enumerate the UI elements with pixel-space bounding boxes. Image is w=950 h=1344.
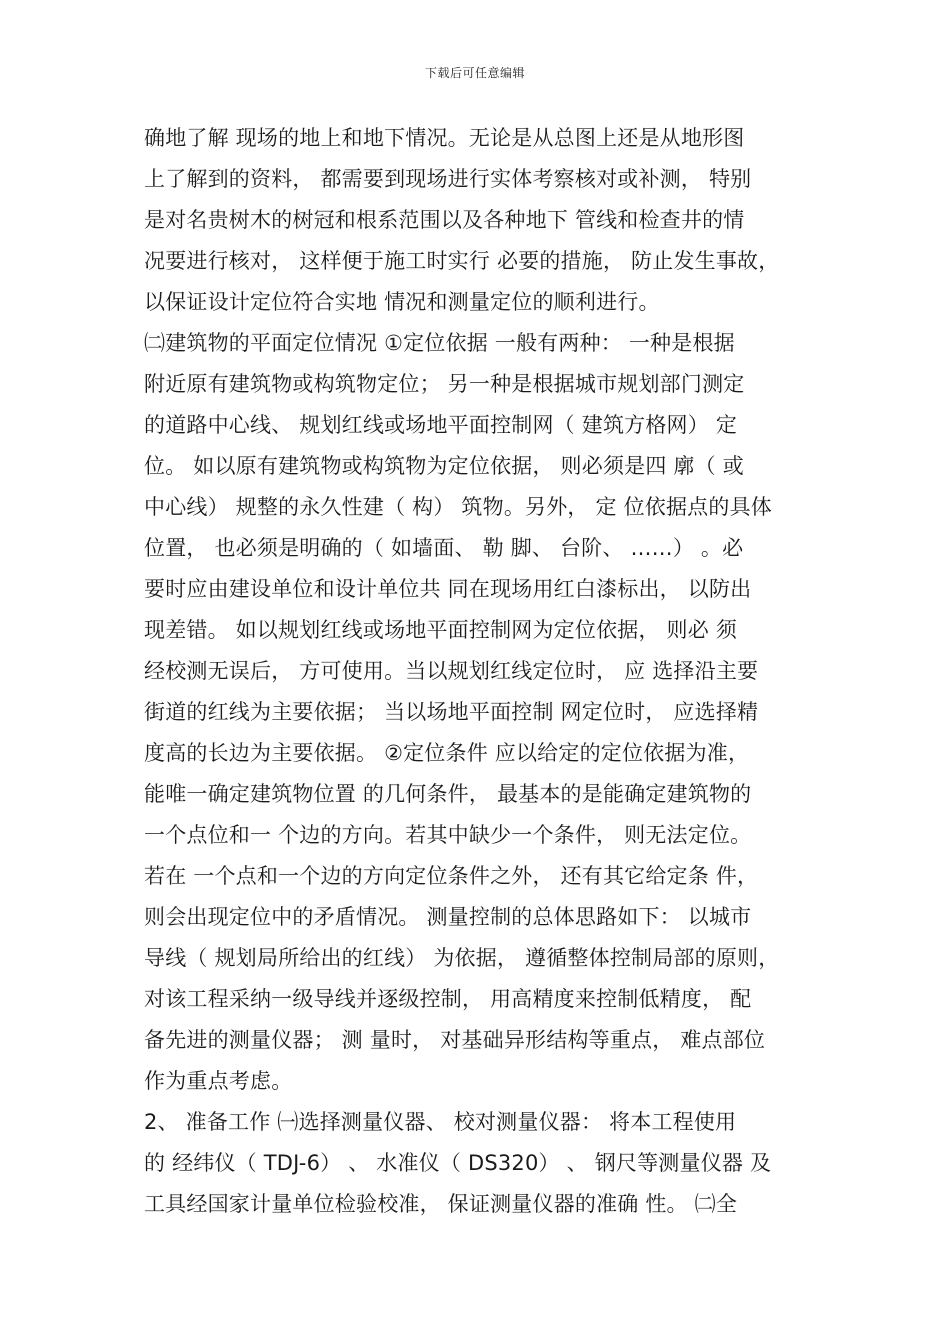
text-line: 要时应由建设单位和设计单位共 同在现场用红白漆标出， 以防出 <box>144 577 752 601</box>
text-line: 确地了解 现场的地上和地下情况。无论是从总图上还是从地形图 <box>144 126 745 150</box>
text-line: 现差错。 如以规划红线或场地平面控制网为定位依据， 则必 须 <box>144 618 738 642</box>
text-line: 上了解到的资料， 都需要到现场进行实体考察核对或补测， 特别 <box>144 167 752 191</box>
text-line: 位。 如以原有建筑物或构筑物为定位依据， 则必须是四 廓（ 或 <box>144 454 744 478</box>
text-line: 况要进行核对， 这样便于施工时实行 必要的措施， 防止发生事故， <box>144 249 780 273</box>
text-line: 一个点位和一 个边的方向。若其中缺少一个条件， 则无法定位。 <box>144 823 752 847</box>
text-line: 能唯一确定建筑物位置 的几何条件， 最基本的是能确定建筑物的 <box>144 782 752 806</box>
text-line: 附近原有建筑物或构筑物定位； 另一种是根据城市规划部门测定 <box>144 372 745 396</box>
text-line: 街道的红线为主要依据； 当以场地平面控制 网定位时， 应选择精 <box>144 700 759 724</box>
body-text <box>144 118 814 1225</box>
text-line: 若在 一个点和一个边的方向定位条件之外， 还有其它给定条 件， <box>144 864 759 888</box>
text-line: 对该工程采纳一级导线并逐级控制， 用高精度来控制低精度， 配 <box>144 987 752 1011</box>
text-line: 度高的长边为主要依据。 ②定位条件 应以给定的定位依据为准， <box>144 741 750 765</box>
text-line: 位置， 也必须是明确的（ 如墙面、 勒 脚、 台阶、 ……） 。必 <box>144 536 744 560</box>
text-line: 的 经纬仪（ TDJ-6） 、 水准仪（ DS320） 、 钢尺等测量仪器 及 <box>144 1151 772 1175</box>
page-header-note: 下载后可任意编辑 <box>424 66 525 80</box>
text-line: 导线（ 规划局所给出的红线） 为依据， 遵循整体控制局部的原则， <box>144 946 780 970</box>
text-line: 则会出现定位中的矛盾情况。 测量控制的总体思路如下： 以城市 <box>144 905 752 929</box>
text-line: 中心线） 规整的永久性建（ 构） 筑物。另外， 定 位依据点的具体 <box>144 495 772 519</box>
text-line: ㈡建筑物的平面定位情况 ①定位依据 一般有两种： 一种是根据 <box>144 331 735 355</box>
text-line: 作为重点考虑。 <box>144 1069 293 1093</box>
text-line: 以保证设计定位符合实地 情况和测量定位的顺利进行。 <box>144 290 660 314</box>
text-line: 经校测无误后， 方可使用。当以规划红线定位时， 应 选择沿主要 <box>144 659 759 683</box>
text-line: 的道路中心线、 规划红线或场地平面控制网（ 建筑方格网） 定 <box>144 413 738 437</box>
text-line: 2、 准备工作 ㈠选择测量仪器、 校对测量仪器： 将本工程使用 <box>144 1110 737 1134</box>
text-line: 是对名贵树木的树冠和根系范围以及各种地下 管线和检查井的情 <box>144 208 745 232</box>
text-line: 工具经国家计量单位检验校准， 保证测量仪器的准确 性。 ㈡全 <box>144 1192 738 1216</box>
text-line: 备先进的测量仪器； 测 量时， 对基础异形结构等重点， 难点部位 <box>144 1028 766 1052</box>
